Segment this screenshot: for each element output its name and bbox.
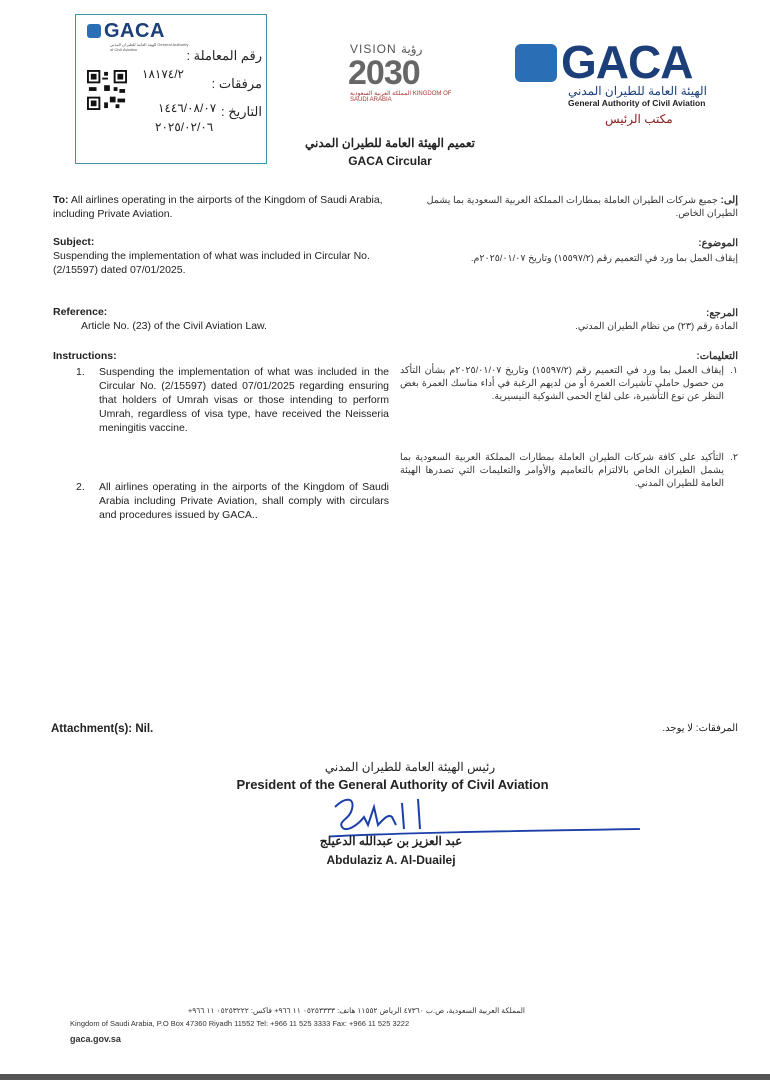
instruction-1-text-ar: إيقاف العمل بما ورد في التعميم رقم (١٥٥٩٧/٢) وتاريخ ٢٠٢٥/٠١/٠٧م بشأن التأكد من حصول حاملي تأشيرات العمرة أو من لديهم الرغبة في أداء مناسك العمرة بغض النظر عن نوع التأشيرة، على لقاح الحمى الشوكية النيسيرية. (400, 365, 724, 402)
subject-section-en (53, 235, 388, 277)
gaca-logo: GACA (515, 35, 692, 89)
subject-label-en: Subject: (53, 236, 95, 248)
instruction-1-text-en: Suspending the implementation of what was included in the Circular No. (2/15597) dated 07/01/2025 regarding ensuring that holders of Umrah visas or those intending to perform Umrah, regardless of visa type, have received the Neisseria meningitis vaccine. (99, 366, 389, 434)
president-title-en: President of the General Authority of Civil Aviation (236, 777, 549, 792)
to-section-en (53, 193, 388, 221)
instructions-label-en: Instructions: (53, 350, 117, 362)
to-text-en: All airlines operating in the airports of the Kingdom of Saudi Arabia, including Private Aviation. (53, 194, 383, 220)
reference-label-ar: المرجع: (706, 308, 738, 319)
date-label: التاريخ : (221, 104, 262, 119)
reference-section-en (53, 305, 388, 333)
instruction-2-num-en: 2. (76, 481, 85, 493)
instruction-1-num-en: 1. (76, 366, 85, 378)
circular-title-en: GACA Circular (348, 154, 432, 168)
instruction-2-text-en: All airlines operating in the airports of the Kingdom of Saudi Arabia including Private Aviation, shall comply with circulars and procedures issued by GACA.. (99, 481, 389, 521)
subject-label-ar: الموضوع: (698, 238, 738, 249)
reference-text-en: Article No. (23) of the Civil Aviation Law. (81, 320, 267, 332)
qr-code-icon (87, 70, 127, 110)
footer-address-ar: المملكة العربية السعودية، ص.ب ٤٧٣٦٠ الرياض ١١٥٥٢ هاتف: ٠٥٢٥٣٣٣٣ ١١ ٩٦٦+ فاكس: ٠٥٢٥٣٢٢٢ ١١ ٩٦٦+ (187, 1006, 525, 1015)
vision-title: VISION رؤية (350, 42, 423, 56)
gaca-emblem-icon (515, 44, 557, 82)
gaca-emblem-icon (87, 24, 101, 38)
instruction-1-num-ar: ١. (730, 365, 738, 376)
reference-label-en: Reference: (53, 306, 108, 318)
to-label-en: To: (53, 194, 69, 206)
attachments-stamp-label: مرفقات : (211, 76, 262, 91)
president-title-ar: رئيس الهيئة العامة للطيران المدني (324, 760, 496, 774)
vision-subtitle: المملكة العربية السعودية KINGDOM OF SAUDI ARABIA (350, 91, 452, 103)
vision-2030-logo: 2030 (348, 54, 420, 92)
date-hijri: ١٤٤٦/٠٨/٠٧ (158, 101, 217, 115)
attachments-en: Attachment(s): Nil. (51, 723, 154, 735)
date-gregorian: ٢٠٢٥/٠٢/٠٦ (155, 120, 214, 134)
president-office: مكتب الرئيس (605, 112, 673, 126)
circular-title-ar: تعميم الهيئة العامة للطيران المدني (305, 136, 475, 150)
signatory-name-ar: عبد العزيز بن عبدالله الدعيلج (319, 834, 463, 848)
gaca-arabic-name: الهيئة العامة للطيران المدني (568, 84, 707, 98)
instruction-2-text-ar: التأكيد على كافة شركات الطيران العاملة بمطارات المملكة العربية السعودية بما يشمل الطيران الخاص بالالتزام بالتعاميم والأوامر والتعليمات التي تصدرها الهيئة العامة للطيران المدني. (400, 452, 724, 489)
instructions-label-ar: التعليمات: (696, 351, 738, 362)
transaction-number-value: ١٨١٧٤/٢ (142, 67, 185, 81)
instruction-2-num-ar: ٢. (730, 452, 738, 463)
bottom-bar (0, 1074, 770, 1080)
to-text-ar: جميع شركات الطيران العاملة بمطارات المملكة العربية السعودية بما يشمل الطيران الخاص. (426, 195, 738, 219)
subject-text-en: Suspending the implementation of what was included in Circular No. (2/15597) dated 07/01/2025. (53, 250, 370, 276)
to-label-ar: إلى: (720, 195, 738, 206)
stamp-logo-subtitle: الهيئة العامة للطيران المدني General Authority of Civil Aviation (110, 42, 189, 52)
subject-text-ar: إيقاف العمل بما ورد في التعميم رقم (١٥٥٩٧/٢) وتاريخ ٢٠٢٥/٠١/٠٧م. (470, 253, 738, 264)
signatory-name-en: Abdulaziz A. Al-Duailej (326, 853, 456, 867)
gaca-english-name: General Authority of Civil Aviation (568, 98, 706, 108)
transaction-number-label: رقم المعاملة : (186, 48, 262, 63)
attachments-ar: المرفقات: لا يوجد. (662, 723, 738, 734)
stamp-logo: GACA (87, 20, 165, 43)
footer-website[interactable]: gaca.gov.sa (70, 1034, 121, 1044)
to-section-ar (400, 194, 738, 220)
reference-text-ar: المادة رقم (٢٣) من نظام الطيران المدني. (575, 321, 738, 332)
footer-address-en: Kingdom of Saudi Arabia, P.O Box 47360 Riyadh 11552 Tel: +966 11 525 3333 Fax: +966 11 525 3222 (70, 1019, 410, 1028)
